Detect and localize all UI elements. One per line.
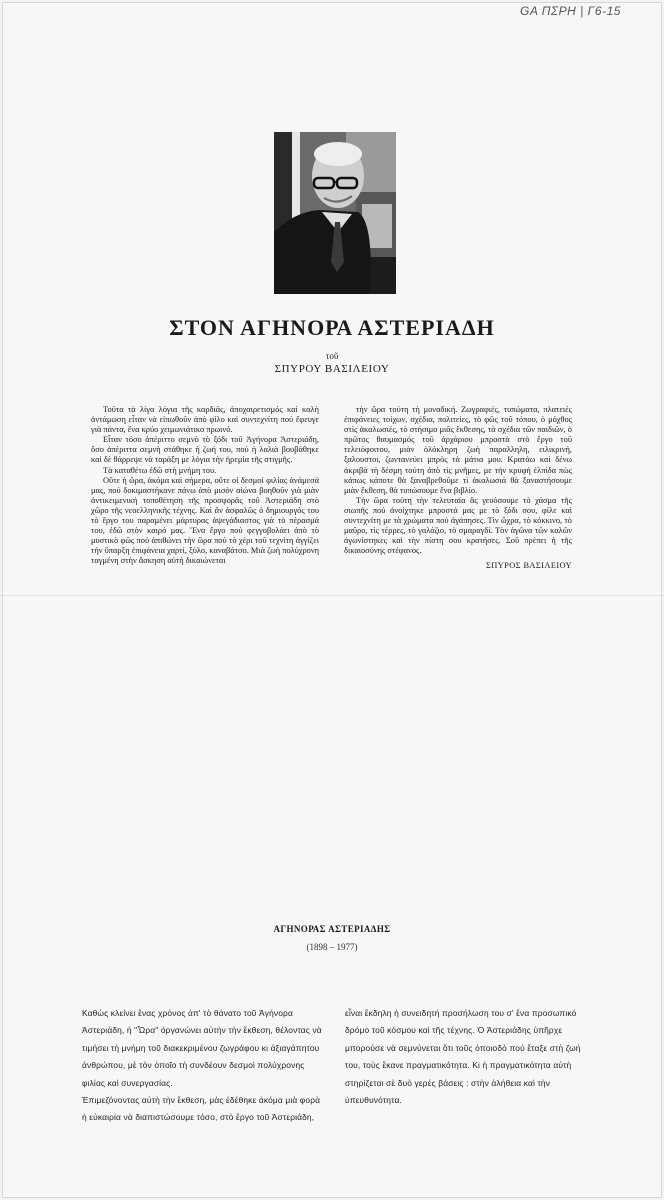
article-title: ΣΤΟΝ ΑΓΗΝΟΡΑ ΑΣΤΕΡΙΑΔΗ: [169, 315, 495, 340]
caption-years: (1898 – 1977): [306, 942, 358, 952]
note-column-right: [345, 1005, 585, 1109]
article-signature: ΣΠΥΡΟΣ ΒΑΣΙΛΕΙΟΥ: [486, 561, 572, 571]
article-column-right: [344, 405, 572, 572]
note-paragraph: Ἐπιμεζόνοντας αὐτὴ τὴν ἔκθεση, μὰς ἐδέθηκε ἀκόμα μιὰ φορὰ ἡ εὐκαιρία νὰ διαπιστώσουμε τόσο, στὸ ἔργο τοῦ Ἀστεριάδη,: [82, 1095, 321, 1123]
byline-preposition: τοῦ: [325, 351, 339, 361]
article-paragraph: Οὔτε ἡ ὥρα, ἀκόμα καὶ σήμερα, οὔτε οἱ δεσμοί φιλίας ἀνάμεσά μας, πού δοκιμαστήκανε πάνω ἀπὸ μισὸν αἰώνα βοηθοῦν γιὰ μιὰν ἀντικειμενική τοποθέτηση τῆς προσφορᾶς τοῦ Ἀστεριάδη στὸ χῶρο τῆς νεοελληνικῆς τέχνης. Καὶ ἂν ἀσφαλῶς ὁ δημιουργός του τὸ ἔργο του παραμένει μάρτυρας ἀψεγάδιαστος γιὰ τὸ πέρασμά του, ἐδῶ στὸν καιρό μας. Ἕνα ἔργο πού φεγγοβολάει ἀπὸ τὸ μυστικὸ φῶς πού ἀπιθώνει τὴν ὥρα πού τὸ χέρι τοῦ τεχνίτη ἀγγίζει τὴν ὕπαρξη ἐπιφάνεια χαρτί, ξύλο, καναβάτσο. Μιὰ ζωὴ πολύχρονη ταγμένη στὴν ἄσκηση αὐτή δικαιώνεται: [91, 475, 319, 566]
note-column-left: [82, 1005, 322, 1127]
archive-stamp: GA ΠΣΡΗ | Γ6-15: [520, 4, 621, 18]
note-paragraph: εἶναι ἔκδηλη ἡ συνειδητή προσήλωση του σ' ἕνα προσωπικό δρόμο τοῦ κόσμου καὶ τῆς τέχνης. Ὁ Ἀστεριάδης ὑπῆρχε μπορούσε νὰ σεμνύνεται ὅτι τοῦς ὁποιοδὸ πού ἔταξε στὴ ζωή του, τοὺς ἔκανε πραγματικότητα. Κι ἡ πραγματικότητα αὐτὴ στηρίζεται σὲ δυὸ γερές βάσεις : στὴν ἀλήθεια καὶ τὴν ὑπευθυνότητα.: [345, 1008, 581, 1106]
article-column-left: [91, 405, 319, 567]
fold-line: [0, 595, 664, 596]
portrait-photo: [274, 132, 396, 294]
article-paragraph: Εἶταν τόσο ἀπέριττο σεμνὸ τὸ ξόδι τοῦ Ἀγήνορα Ἀστεριάδη, ὅσο ἀπέριττα σεμνὴ στάθηκε ἡ ζωή του, ποὺ ἡ λαλιὰ βουβάθηκε καὶ δὲ θάρρεψε νὰ ταράξη με λόγια τὴν ἠρεμία τῆς στιγμῆς.: [91, 435, 319, 465]
note-paragraph: Καθὼς κλείνει ἕνας χρόνος ἀπ' τὸ θάνατο τοῦ Ἀγήνορα Ἀστεριάδη, ἡ "Ὦρα" ὀργανώνει αὐτὴν τὴν ἔκθεση, θέλοντας νὰ τιμήσει τὴ μνήμη τοῦ διακεκριμένου ζωγράφου κι ἀξιαγάπητου ἀνθρώπου, μὲ τὸν ὁποῖο τὴ συνδέουν δεσμοὶ πολύχρονης φιλίας καὶ συνεργασίας.: [82, 1008, 322, 1088]
article-paragraph: τὴν ὥρα τούτη τὴ μοναδική. Ζωγραφιές, τυπώματα, πλατειές ἐπιφάνειες τοίχων, σχέδια, πολιτείες, τὸ φῶς τοῦ τόπου, ὁ μόχθος στὶς ἀκαλωσιές, τὸ στήσιμο μιᾶς ἔκθεσης, τὰ σχέδια τῶν παιδιῶν, ὁ πρῶτος θαυμασμός τοῦ ἀρχάριου μπροστὰ στὸ ἔργο τοῦ τελειόφοιτου, μιὰν ὁλόκληρη ζωὴ παραλληλη, ειλικρινή, ξαλουστοι, ζωντανεύει μπρὸς τὰ μάτια μου. Κρατάω καὶ δένω ἀκριβὰ τὴ δέσμη τούτη ἀπὸ τὶς μνῆμες, με τὴν κρυφή ἐλπίδα πὼς κάπως κάποτε θὰ ξαναβρεθοῦμε τὶ ἀκαλωσιά θὰ ξαναστήσουμε μιὰν ἔκθεση, θὰ τυπώσουμε ἕνα βιβλίο.: [344, 405, 572, 495]
caption-artist-name: ΑΓΗΝΟΡΑΣ ΑΣΤΕΡΙΑΔΗΣ: [273, 924, 391, 934]
article-paragraph: Τὰ καταθέτω ἐδῶ στὴ μνήμη του.: [103, 465, 217, 475]
byline-author: ΣΠΥΡΟΥ ΒΑΣΙΛΕΙΟΥ: [274, 363, 390, 375]
article-paragraph: Τοῦτα τὰ λίγα λόγια τῆς καρδιᾶς, ἀποχαιρετισμός καὶ καλὴ ἀντάμωση εἶταν νὰ εἰπωθοῦν ἀπὸ φίλο καὶ συντεχνίτη πού ἔφευγε γιὰ πάντα, ἕνα κρύο χειμωνιάτικο πρωινό.: [91, 405, 319, 435]
portrait-image: [274, 132, 396, 294]
article-paragraph: Τὴν ὥρα τούτη τὴν τελευταία ἂς γευόσουμε τὸ χάσμα τῆς σιωπῆς πού ἀνοίχτηκε μπροστά μας με τὸ ξόδι σου, φίλε καὶ συντεχνίτη με τὰ χρώματα πού ἀγάπησες. Τὶν ὤχρα, τὸ κόκκινο, τὸ μαῦρο, τὶς τέρρες, τὸ γαλάζιο, τὸ σμαραγδί. Τὸν ἀγῶνα τῶν καλῶν ἀγωνίστηκες καὶ τὴν πίστη σου κρατήσες. Σοῦ πρέπει ἡ τῆς δικαιοσύνης στέφανος.: [344, 495, 572, 556]
